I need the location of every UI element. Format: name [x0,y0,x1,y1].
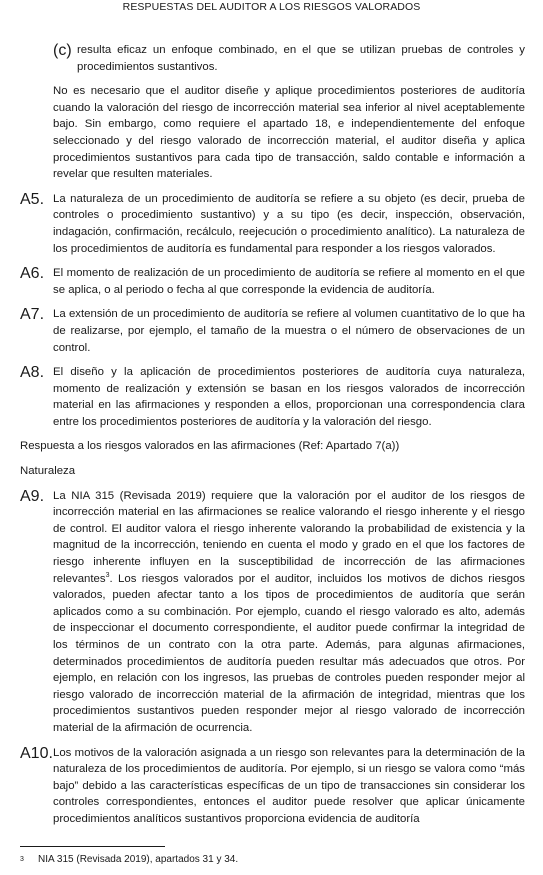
paragraph-a10 [20,745,525,828]
paragraph-text-part: La NIA 315 (Revisada 2019) requiere que la valoración por el auditor de los riesgos de incorrección material en las afirmaciones se realice valorando el riesgo inherente y el riesgo de control. El auditor valora el riesgo inherente valorando la probabilidad de existencia y la magnitud de la incorrección, teniendo en cuenta el modo y grado en el que los factores de riesgo inherente influyen en la susceptibilidad de incorrección de las afirmaciones relevantes [53,489,525,585]
list-item-c [20,42,525,75]
section-heading-nature: Naturaleza [20,465,76,478]
paragraph-text [53,488,525,737]
paragraph-number: A7. [20,306,45,324]
paragraph-number: A5. [20,190,45,208]
list-item-label: (c) [53,42,72,59]
paragraph-text: El momento de realización de un procedimiento de auditoría se refiere al momento en el que se aplica, o al periodo o fecha al que corresponde la evidencia de auditoría. [53,267,525,296]
list-item-text: resulta eficaz un enfoque combinado, en el que se utilizan pruebas de controles y procedimientos sustantivos. [77,44,525,73]
paragraph-number: A9. [20,487,45,505]
paragraph-a9 [20,488,525,737]
paragraph-a6 [20,265,525,298]
paragraph-text: Los motivos de la valoración asignada a un riesgo son relevantes para la determinación de la naturaleza de los procedimientos de auditoría. Por ejemplo, si un riesgo se valora como “más bajo” debido a las características específicas de un tipo de transacciones sin considerar los controles correspondientes, entonces el auditor puede resolver que aplicar únicamente procedimientos analíticos sustantivos proporciona evidencia de auditoría [53,746,525,825]
paragraph-text: El diseño y la aplicación de procedimientos posteriores de auditoría cuya naturaleza, momento de realización y extensión se basan en los riesgos valorados de incorrección material en las afirmaciones y responden a ellos, proporcionan una correspondencia clara entre los procedimientos posteriores de auditoría y la valoración del riesgo. [53,366,525,428]
footnote-reference[interactable]: 3 [105,571,110,579]
paragraph-text: La naturaleza de un procedimiento de auditoría se refiere a su objeto (es decir, prueba de controles o procedimiento sustantivo) y a su tipo (es decir, inspección, observación, indagación, confirmación, recálculo, reejecución o procedimiento analítico). La naturaleza de los procedimientos de auditoría es fundamental para responder a los riesgos valorados. [53,192,525,255]
paragraph-number: A6. [20,265,45,283]
paragraph-text-part: . Los riesgos valorados por el auditor, incluidos los motivos de dichos riesgos valorados, pueden afectar tanto a los tipos de procedimientos de auditoría que serán aplicados como a su combinación. Por ejemplo, cuando el riesgo valorado es alto, además de inspeccionar el documento correspondiente, el auditor puede confirmar la integridad de los términos de un contrato con la otra parte. Además, para algunas afirmaciones, determinados procedimientos de auditoría pueden resultar más adecuados que otros. Por ejemplo, en relación con los ingresos, las pruebas de controles pueden responder mejor al riesgo valorado de incorrección material de la afirmación de integridad, mientras que los procedimientos sustantivos pueden responder mejor al riesgo valorado de incorrección material de la afirmación de ocurrencia. [53,572,525,734]
running-header: RESPUESTAS DEL AUDITOR A LOS RIESGOS VALORADOS [122,1,421,13]
paragraph-a7 [20,306,525,356]
paragraph-a8 [20,364,525,430]
paragraph-a5 [20,191,525,257]
paragraph-text: La extensión de un procedimiento de auditoría se refiere al volumen cuantitativo de lo que ha de realizarse, por ejemplo, el tamaño de la muestra o el número de observaciones de un control. [53,308,525,354]
paragraph-number: A10. [20,744,53,762]
intro-paragraph: No es necesario que el auditor diseñe y aplique procedimientos posteriores de auditoría cuando la valoración del riesgo de incorrección material sea inferior al nivel aceptablemente bajo. Sin embargo, como requiere el apartado 18, e independientemente del enfoque seleccionado y del riesgo valorado de incorrección material, el auditor diseña y aplica procedimientos sustantivos para cada tipo de transacción, saldo contable e información a revelar que resulten materiales. [53,85,525,181]
footnote [20,853,238,866]
footnote-number: 3 [20,856,24,863]
footnote-separator [20,846,165,847]
page-body [20,42,525,828]
paragraph-number: A8. [20,364,45,382]
section-heading-response: Respuesta a los riesgos valorados en las afirmaciones (Ref: Apartado 7(a)) [20,440,400,453]
footnote-text: NIA 315 (Revisada 2019), apartados 31 y 34. [38,854,239,865]
